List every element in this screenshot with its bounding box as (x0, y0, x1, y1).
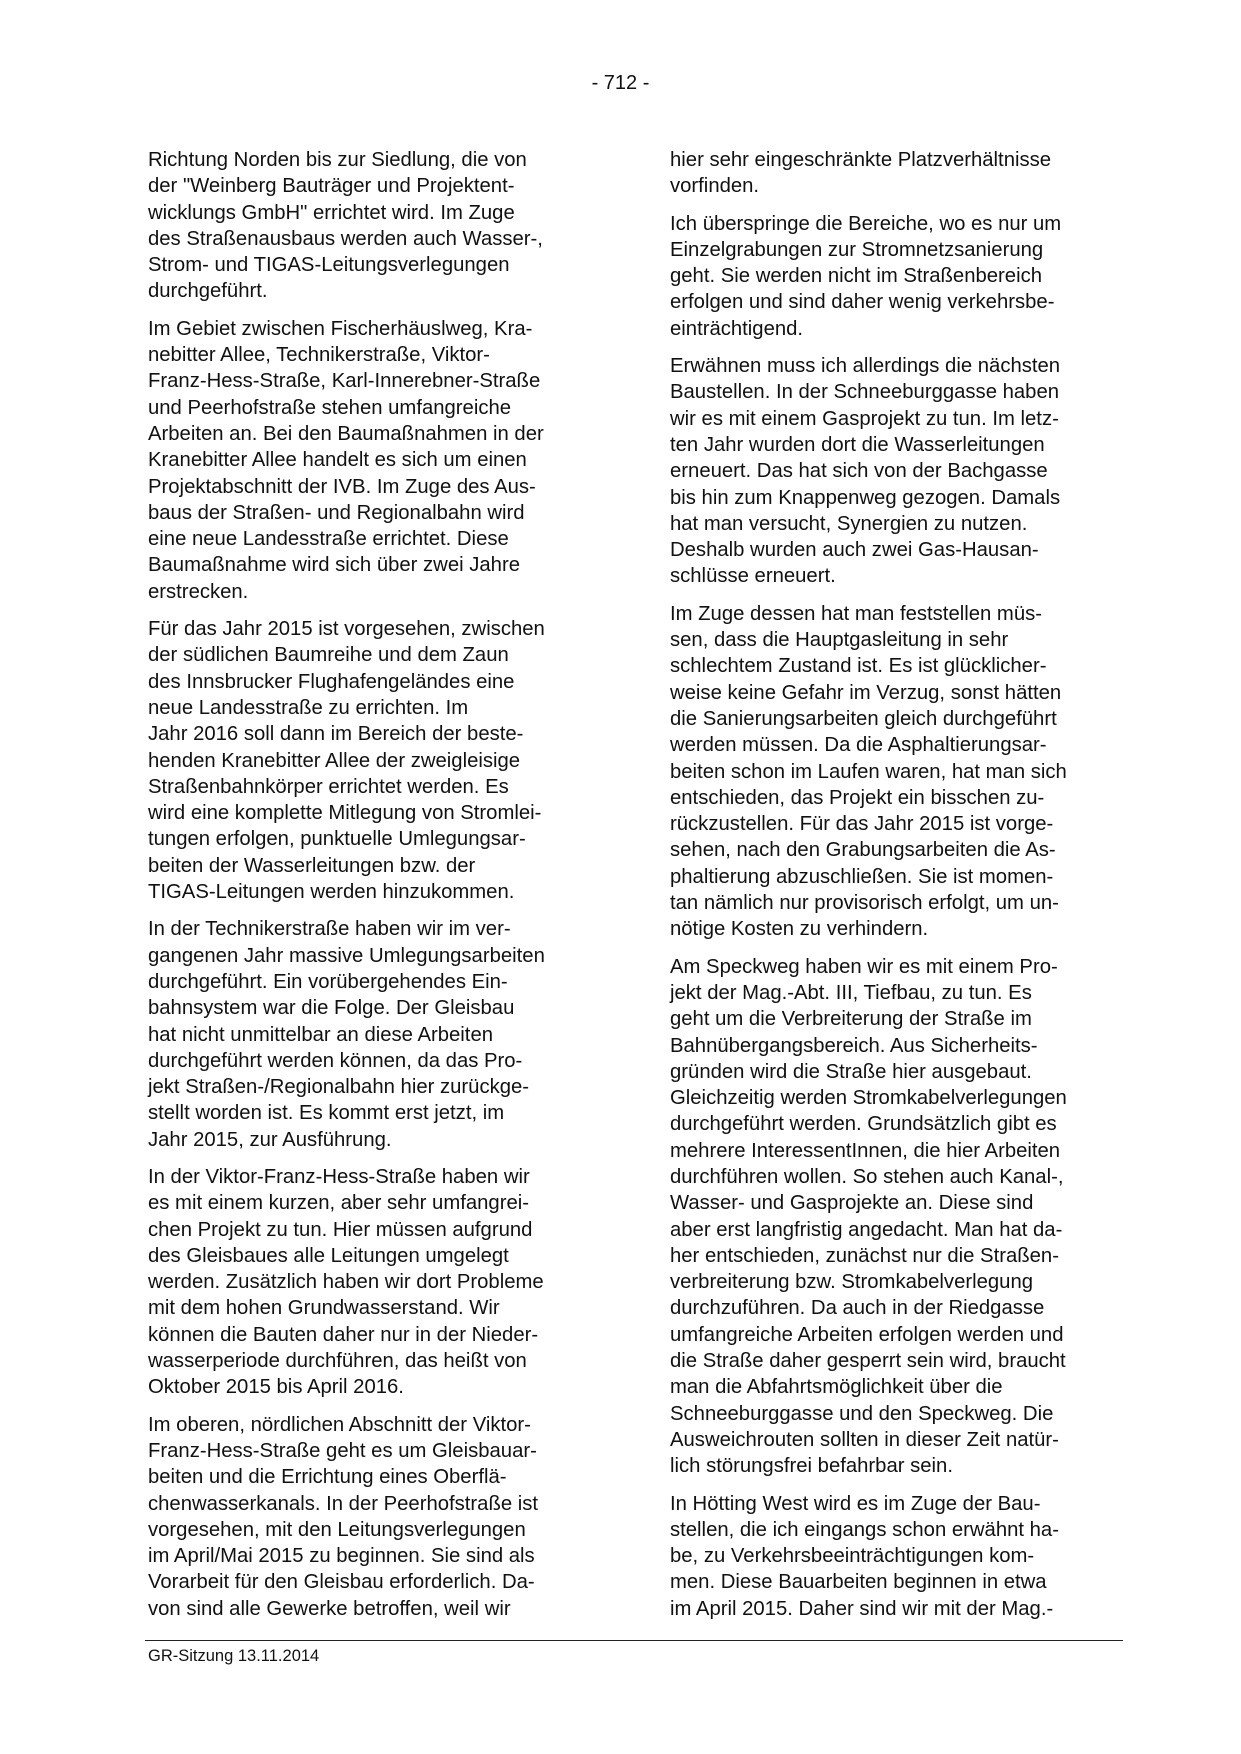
text-line: die Sanierungsarbeiten gleich durchgeführt (670, 707, 1057, 730)
text-line: Schneeburggasse und den Speckweg. Die (670, 1402, 1054, 1425)
text-line: Wasser- und Gasprojekte an. Diese sind (670, 1192, 1034, 1215)
text-line: hat nicht unmittelbar an diese Arbeiten (148, 1023, 493, 1046)
text-line: Bahnübergangsbereich. Aus Sicherheits- (670, 1034, 1038, 1057)
text-line: Richtung Norden bis zur Siedlung, die von (148, 149, 527, 171)
text-line: Baumaßnahme wird sich über zwei Jahre (148, 554, 520, 577)
text-line: werden müssen. Da die Asphaltierungsar- (670, 734, 1047, 757)
text-line: neue Landesstraße zu errichten. Im (148, 696, 469, 719)
text-line: durchgeführt werden. Grundsätzlich gibt es (670, 1113, 1057, 1136)
text-line: sen, dass die Hauptgasleitung in sehr (670, 629, 1009, 652)
text-line: schlüsse erneuert. (670, 565, 836, 588)
text-line: nebitter Allee, Technikerstraße, Viktor- (148, 344, 490, 367)
paragraph (670, 147, 1120, 200)
text-line: Im oberen, nördlichen Abschnitt der Viktor- (148, 1413, 531, 1436)
text-line: wird eine komplette Mitlegung von Stromlei- (148, 802, 542, 825)
text-line: Franz-Hess-Straße geht es um Gleisbauar- (148, 1439, 537, 1462)
text-line: sehen, nach den Grabungsarbeiten die As- (670, 839, 1056, 862)
text-line: bis hin zum Knappenweg gezogen. Damals (670, 486, 1061, 509)
paragraph (148, 616, 594, 905)
text-line: durchführen wollen. So stehen auch Kanal-, (670, 1165, 1064, 1188)
text-line: Am Speckweg haben wir es mit einem Pro- (670, 955, 1058, 978)
text-line: Baustellen. In der Schneeburggasse haben (670, 381, 1060, 404)
text-line: chenwasserkanals. In der Peerhofstraße ist (148, 1492, 539, 1515)
text-line: Ich überspringe die Bereiche, wo es nur um (670, 212, 1062, 235)
paragraph (670, 353, 1120, 590)
text-line: Projektabschnitt der IVB. Im Zuge des Aus- (148, 475, 536, 498)
text-line: Deshalb wurden auch zwei Gas-Hausan- (670, 539, 1039, 562)
text-line: wicklungs GmbH" errichtet wird. Im Zuge (148, 201, 515, 224)
text-line: hat man versucht, Synergien zu nutzen. (670, 512, 1028, 535)
text-line: lich störungsfrei befahrbar sein. (670, 1455, 953, 1478)
text-line: entschieden, das Projekt ein bisschen zu- (670, 786, 1045, 809)
text-line: Franz-Hess-Straße, Karl-Innerebner-Straße (148, 370, 541, 393)
paragraph (148, 1164, 594, 1401)
text-line: stellen, die ich eingangs schon erwähnt ha- (670, 1518, 1059, 1541)
text-line: Gleichzeitig werden Stromkabelverlegungen (670, 1087, 1067, 1110)
text-line: des Innsbrucker Flughafengeländes eine (148, 670, 515, 693)
text-line: bahnsystem war die Folge. Der Gleisbau (148, 997, 515, 1020)
text-line: werden. Zusätzlich haben wir dort Probleme (148, 1271, 544, 1294)
text-line: erfolgen und sind daher wenig verkehrsbe- (670, 291, 1055, 314)
text-line: können die Bauten daher nur in der Nieder- (148, 1323, 539, 1346)
text-line: mehrere InteressentInnen, die hier Arbeiten (670, 1139, 1061, 1162)
text-line: einträchtigend. (670, 317, 804, 340)
text-line: hier sehr eingeschränkte Platzverhältnisse (670, 149, 1052, 171)
text-line: es mit einem kurzen, aber sehr umfangrei- (148, 1192, 529, 1215)
text-line: durchgeführt werden können, da das Pro- (148, 1049, 523, 1072)
text-line: erstrecken. (148, 580, 249, 603)
footer-divider (145, 1640, 1123, 1641)
text-line: Erwähnen muss ich allerdings die nächsten (670, 355, 1061, 378)
text-line: Vorarbeit für den Gleisbau erforderlich. Da- (148, 1571, 535, 1594)
text-line: des Straßenausbaus werden auch Wasser-, (148, 227, 543, 250)
left-column (148, 147, 594, 1633)
text-line: In der Technikerstraße haben wir im ver- (148, 918, 511, 941)
text-line: gründen wird die Straße hier ausgebaut. (670, 1060, 1032, 1083)
paragraph (148, 147, 594, 305)
text-line: men. Diese Bauarbeiten beginnen in etwa (670, 1571, 1047, 1594)
paragraph (670, 954, 1120, 1480)
text-line: wir es mit einem Gasprojekt zu tun. Im letz- (670, 407, 1059, 430)
text-line: vorfinden. (670, 175, 760, 198)
text-line: schlechtem Zustand ist. Es ist glücklicher- (670, 655, 1047, 678)
text-line: chen Projekt zu tun. Hier müssen aufgrund (148, 1218, 533, 1241)
text-line: Für das Jahr 2015 ist vorgesehen, zwischen (148, 618, 545, 641)
text-line: beiten schon im Laufen waren, hat man sich (670, 760, 1067, 783)
text-line: jekt der Mag.-Abt. III, Tiefbau, zu tun. Es (670, 981, 1032, 1004)
text-line: beiten und die Errichtung eines Oberflä- (148, 1466, 507, 1489)
text-line: Oktober 2015 bis April 2016. (148, 1376, 404, 1399)
paragraph (670, 211, 1120, 342)
text-line: ten Jahr wurden dort die Wasserleitungen (670, 433, 1045, 456)
text-line: Kranebitter Allee handelt es sich um einen (148, 449, 527, 472)
text-line: be, zu Verkehrsbeeinträchtigungen kom- (670, 1545, 1035, 1568)
text-line: baus der Straßen- und Regionalbahn wird (148, 501, 525, 524)
text-line: geht. Sie werden nicht im Straßenbereich (670, 265, 1043, 288)
text-line: beiten der Wasserleitungen bzw. der (148, 854, 476, 877)
text-line: henden Kranebitter Allee der zweigleisige (148, 749, 521, 772)
paragraph (148, 316, 594, 605)
text-line: verbreiterung bzw. Stromkabelverlegung (670, 1271, 1034, 1294)
text-line: Im Zuge dessen hat man feststellen müs- (670, 602, 1042, 625)
paragraph (148, 1412, 594, 1622)
text-line: im April/Mai 2015 zu beginnen. Sie sind als (148, 1545, 535, 1568)
text-line: des Gleisbaues alle Leitungen umgelegt (148, 1244, 509, 1267)
text-line: der "Weinberg Bauträger und Projektent- (148, 175, 515, 198)
text-line: umfangreiche Arbeiten erfolgen werden und (670, 1323, 1064, 1346)
text-line: phaltierung abzuschließen. Sie ist momen- (670, 865, 1054, 888)
text-line: her entschieden, zunächst nur die Straßen- (670, 1244, 1059, 1267)
text-line: eine neue Landesstraße errichtet. Diese (148, 528, 509, 551)
text-line: mit dem hohen Grundwasserstand. Wir (148, 1297, 500, 1320)
text-line: Jahr 2015, zur Ausführung. (148, 1128, 392, 1151)
text-line: man die Abfahrtsmöglichkeit über die (670, 1376, 1003, 1399)
text-line: im April 2015. Daher sind wir mit der Mag.- (670, 1597, 1054, 1620)
text-line: jekt Straßen-/Regionalbahn hier zurückge- (148, 1076, 530, 1099)
text-line: und Peerhofstraße stehen umfangreiche (148, 396, 512, 419)
text-line: In der Viktor-Franz-Hess-Straße haben wir (148, 1165, 530, 1188)
text-line: nötige Kosten zu verhindern. (670, 918, 929, 941)
text-line: weise keine Gefahr im Verzug, sonst hätten (670, 681, 1062, 704)
text-line: vorgesehen, mit den Leitungsverlegungen (148, 1518, 526, 1541)
text-line: erneuert. Das hat sich von der Bachgasse (670, 460, 1048, 483)
text-line: aber erst langfristig angedacht. Man hat da- (670, 1218, 1063, 1241)
text-line: geht um die Verbreiterung der Straße im (670, 1008, 1032, 1031)
text-line: stellt worden ist. Es kommt erst jetzt, im (148, 1102, 505, 1125)
text-line: TIGAS-Leitungen werden hinzukommen. (148, 881, 515, 904)
page-number: - 712 - (591, 72, 650, 94)
paragraph (670, 601, 1120, 943)
text-line: gangenen Jahr massive Umlegungsarbeiten (148, 944, 545, 967)
text-line: tan nämlich nur provisorisch erfolgt, um un- (670, 892, 1059, 915)
text-line: Arbeiten an. Bei den Baumaßnahmen in der (148, 422, 544, 445)
footer-session-date: GR-Sitzung 13.11.2014 (148, 1647, 320, 1665)
text-line: Jahr 2016 soll dann im Bereich der beste- (148, 723, 524, 746)
text-line: tungen erfolgen, punktuelle Umlegungsar- (148, 828, 526, 851)
text-line: die Straße daher gesperrt sein wird, braucht (670, 1350, 1066, 1373)
text-line: durchgeführt. Ein vorübergehendes Ein- (148, 970, 508, 993)
text-line: In Hötting West wird es im Zuge der Bau- (670, 1492, 1041, 1515)
paragraph (670, 1491, 1120, 1622)
text-line: Im Gebiet zwischen Fischerhäuslweg, Kra- (148, 317, 533, 340)
text-line: von sind alle Gewerke betroffen, weil wir (148, 1597, 511, 1620)
text-line: Ausweichrouten sollten in dieser Zeit natür- (670, 1428, 1059, 1451)
text-line: Einzelgrabungen zur Stromnetzsanierung (670, 238, 1044, 261)
right-column (670, 147, 1120, 1633)
paragraph (148, 916, 594, 1153)
text-line: durchzuführen. Da auch in der Riedgasse (670, 1297, 1045, 1320)
text-line: der südlichen Baumreihe und dem Zaun (148, 644, 509, 667)
text-line: rückzustellen. Für das Jahr 2015 ist vorge- (670, 813, 1054, 836)
text-line: Straßenbahnkörper errichtet werden. Es (148, 775, 509, 798)
text-line: Strom- und TIGAS-Leitungsverlegungen (148, 254, 510, 277)
text-line: wasserperiode durchführen, das heißt von (148, 1350, 527, 1373)
text-line: durchgeführt. (148, 280, 268, 303)
